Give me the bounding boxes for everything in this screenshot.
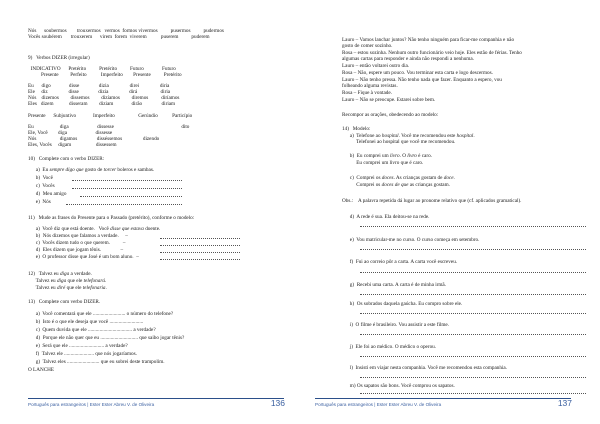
table-row: Eu digo disse dizia direi diria	[28, 83, 170, 89]
exercise-item: j) Ele foi ao médico. O médico o operou.	[342, 344, 437, 350]
answer-blank[interactable]	[160, 259, 240, 260]
exercise-item: i) O filme é brasileiro. Vou assistir a este filme.	[342, 322, 449, 328]
page-number: 136	[270, 398, 285, 408]
answer-blank[interactable]	[160, 245, 240, 246]
instruction: Recompor as orações, obedecendo ao modelo:	[342, 112, 439, 118]
model-line: c) Comprei os doces. As crianças gostam de doce.	[342, 175, 455, 181]
exercise-item: c) Vocês	[28, 183, 58, 189]
exercise-item: a) Você diz que está doente. Você disse que estava doente.	[28, 226, 161, 232]
dialog-line: Lauro – Vamos lanchar juntos? Não tenho ninguém para ficar-me companhia e não	[342, 37, 515, 43]
dialog-line: Lauro – Não tenho pressa. Não tenho nada que fazer. Enquanto a espero, vou	[342, 77, 502, 83]
dialog-line: Lauro – Não se preocupe. Estarei sobre bem.	[342, 97, 436, 103]
table-row: Nós digamos disséssemos dizendo	[28, 136, 160, 142]
dialog-line: Rosa – Não, espere um pouco. Vou terminar esta carta e logo descermos.	[342, 70, 493, 76]
table-row: Ele, Você diga dissesse	[28, 130, 113, 136]
section-13-title: 13) Complete com verbo DIZER.	[28, 299, 101, 305]
dialog-line: gosto de comer sozinho.	[342, 43, 393, 49]
dialog-line: folheando alguma revistas.	[342, 83, 398, 89]
exercise-item: g) Recebi uma carta. A carta é de minha irmã.	[342, 282, 446, 288]
answer-blank[interactable]	[360, 393, 586, 394]
exercise-item: a) Você comentará que ele ......................... o número do telefone?	[28, 311, 174, 317]
dialog-line: Lauro – então voltarei outro dia.	[342, 63, 410, 69]
exercise-item: d) Meu amigo	[28, 191, 70, 197]
model-line: Comprei os doces de que as crianças gostam.	[342, 182, 450, 188]
answer-blank[interactable]	[360, 356, 586, 357]
exercise-item: e) Nós	[28, 199, 54, 205]
section-12-title: 12) Talvez eu diga a verdade.	[28, 271, 92, 277]
page-number: 137	[557, 398, 572, 408]
page-footer	[315, 398, 571, 411]
exercise-item: a) Eu sempre digo que gosto de torcer boleros e sambas.	[28, 167, 155, 173]
answer-blank[interactable]	[360, 226, 586, 227]
answer-blank[interactable]	[360, 377, 586, 378]
example-line: Talvez eu diré que ele telefonaria.	[28, 285, 107, 291]
example-line: Talvez eu diga que ele telefonará.	[28, 278, 107, 284]
exercise-item: d) Porque ele não quer que eu ............................. que saibo jogar tênis?	[28, 335, 185, 341]
page-right	[300, 0, 600, 424]
exercise-item: l) Insisti em viajar nesta companhia. Você me recomendou esta companhia.	[342, 365, 508, 371]
table-row: Nós dizemos dissemos dizíamos diremos diríamos	[28, 95, 180, 101]
exercise-item: g) Talvez eles ......................... que eu sobrei deste trampolim.	[28, 359, 165, 365]
table-header: Presente Subjuntivo Imperfeito Gerúndio Particípio	[28, 113, 193, 119]
answer-blank[interactable]	[66, 204, 182, 205]
exercise-item: c) Quem duvida que ele .................................. a verdade?	[28, 327, 156, 333]
table-header: Presente Perfeito Imperfeito Presente Pretérito	[28, 72, 182, 78]
verb-line: Vocês soubérem trouxerem virem forem viverem puserem puderem	[28, 34, 210, 40]
observation-note: Obs.: A palavra repetida dá lugar ao pronome relativo que (cf. aplicados gramatical).	[342, 198, 522, 204]
footer-text: Português para estrangeiros | Ester Ester Abreu V. de Oliveira	[28, 402, 155, 407]
answer-blank[interactable]	[360, 249, 586, 250]
answer-blank[interactable]	[72, 188, 182, 189]
exercise-item: e) Será que ele ........................... a verdade?	[28, 343, 128, 349]
section-heading: O LANCHE	[28, 367, 55, 373]
exercise-item: m) Os sapatos são bons. Você comprou os sapatos.	[342, 383, 455, 389]
section-9-title: 9) Verbos DIZER (irregular)	[28, 55, 90, 61]
answer-blank[interactable]	[160, 238, 240, 239]
model-line: Telefonei ao hospital que você me recomendou.	[342, 139, 456, 145]
dialog-line: Rosa – estou sozinha. Nenhum outro funcionário veio hoje. Eles estão de férias. Tenho	[342, 50, 522, 56]
answer-blank[interactable]	[360, 294, 586, 295]
table-row: Eles dizem disseram diziam dirão diriam	[28, 101, 176, 107]
table-header: INDICATIVO Pretérito Pretérito Futuro Futuro	[28, 66, 176, 72]
exercise-item: f) Fui ao correio pôr a carta. A carta você escreveu.	[342, 259, 458, 265]
verb-line: Nós soubermos trouxermos vermos formos vivermos pusermos pudermos	[28, 28, 224, 34]
exercise-item: h) Os sobrados daquela gaúcha. Eu compro sobre ele.	[342, 301, 463, 307]
answer-blank[interactable]	[360, 334, 586, 335]
exercise-item: b) Isto é o que ele deseja que você ..........................	[28, 319, 144, 325]
model-line: Eu comprei um livro que é caro.	[342, 160, 424, 166]
table-row: Eles, Vocês digam dissessem	[28, 142, 117, 148]
page-footer	[28, 398, 284, 411]
table-row: Ele diz disse dizia dirá diria	[28, 89, 171, 95]
answer-blank[interactable]	[80, 196, 182, 197]
model-line: b) Eu comprei um livro. O livro é caro.	[342, 153, 432, 159]
exercise-item: d) A rede é sua. Ela deitou-se na rede.	[342, 214, 430, 220]
exercise-item: d) Eles dizem que jogam tênis. –	[28, 247, 124, 253]
dialog-line: algumas cartas para responder e ainda não respondi a nenhuma.	[342, 56, 474, 62]
section-10-title: 10) Complete com o verbo DIZER:	[28, 156, 105, 162]
footer-text: Português para estrangeiros | Ester Ester Abreu V. de Oliveira	[315, 402, 442, 407]
table-row: Eu diga dissesse dito	[28, 124, 190, 130]
answer-blank[interactable]	[360, 272, 586, 273]
dialog-line: Rosa – Fique à vontade.	[342, 90, 392, 96]
section-11-title: 11) Mude as frases do Presente para o Passado (pretérito), conforme o modelo:	[28, 215, 195, 221]
exercise-item: b) Nós dizemos que falamos a verdade. –	[28, 233, 128, 239]
exercise-item: f) Talvez ele ....................... que nós jogaríamos.	[28, 351, 137, 357]
answer-blank[interactable]	[360, 313, 586, 314]
answer-blank[interactable]	[72, 180, 182, 181]
answer-blank[interactable]	[160, 252, 240, 253]
exercise-item: c) Vocês dizem tudo o que querem. –	[28, 240, 126, 246]
model-line: a) Telefone ao hospital. Você me recomendou este hospital.	[342, 133, 475, 139]
exercise-item: e) Vou matricular-me no curso. O curso começa em setembro.	[342, 237, 480, 243]
section-14-title: 14) Modelo:	[342, 126, 371, 132]
exercise-item: e) O professor disse que José é um bom aluno. –	[28, 254, 139, 260]
exercise-item: b) Você	[28, 175, 56, 181]
